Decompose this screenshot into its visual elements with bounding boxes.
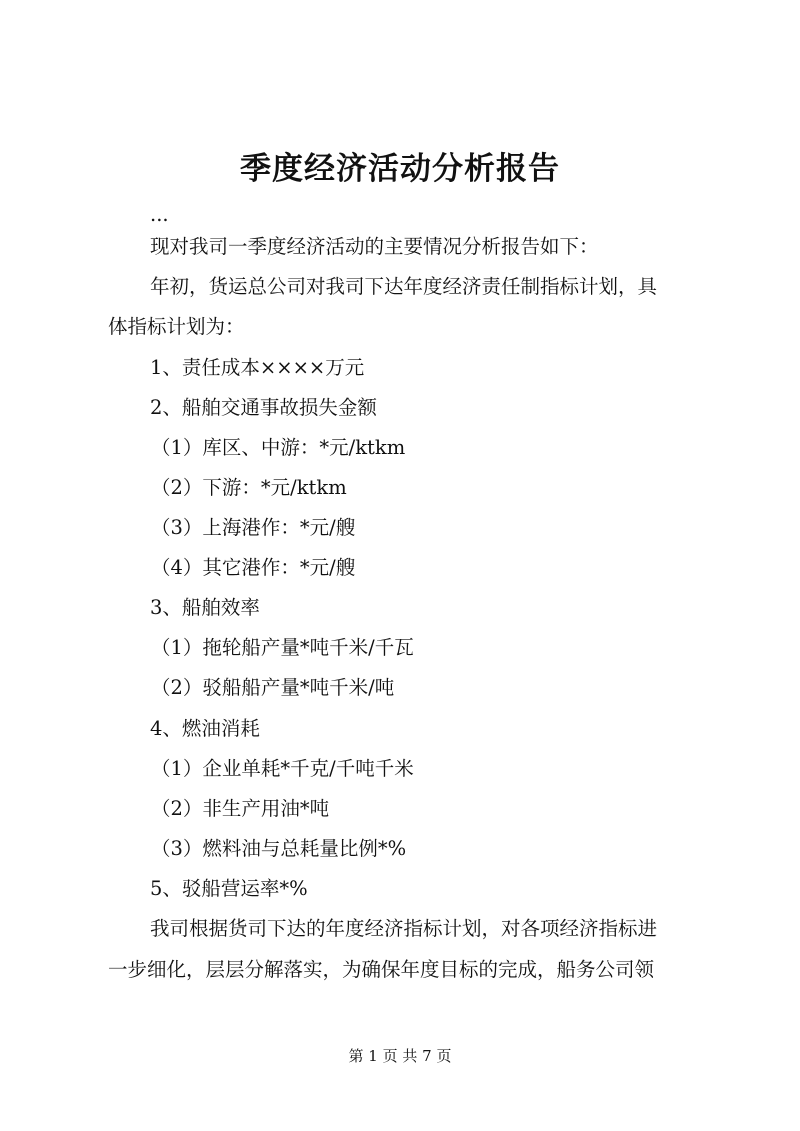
paragraph-plan-line2: 体指标计划为：	[108, 315, 245, 338]
paragraph-closing-line2: 一步细化，层层分解落实，为确保年度目标的完成，船务公司领	[108, 958, 655, 981]
sub-item: （1）库区、中游：*元/ktkm	[151, 436, 406, 459]
paragraph-plan-line1: 年初，货运总公司对我司下达年度经济责任制指标计划，具	[150, 275, 658, 298]
paragraph-intro: 现对我司一季度经济活动的主要情况分析报告如下：	[150, 235, 599, 258]
sub-item: （2）非生产用油*吨	[151, 797, 330, 820]
sub-item: （1）拖轮船产量*吨千米/千瓦	[151, 636, 414, 659]
sub-item: （2）下游：*元/ktkm	[151, 476, 347, 499]
list-item-operating-rate: 5、驳船营运率*%	[150, 877, 308, 900]
list-item-efficiency: 3、船舶效率	[150, 596, 260, 619]
page-footer: 第 1 页 共 7 页	[348, 1047, 452, 1065]
list-item-accident: 2、船舶交通事故损失金额	[150, 396, 377, 419]
ellipsis-text: ...	[150, 203, 169, 226]
list-item-cost: 1、责任成本××××万元	[150, 356, 365, 379]
paragraph-closing-line1: 我司根据货司下达的年度经济指标计划，对各项经济指标进	[150, 917, 658, 940]
list-item-fuel: 4、燃油消耗	[150, 717, 260, 740]
sub-item: （4）其它港作：*元/艘	[151, 556, 356, 579]
sub-item: （2）驳船船产量*吨千米/吨	[151, 676, 395, 699]
sub-item: （3）上海港作：*元/艘	[151, 516, 356, 539]
sub-item: （3）燃料油与总耗量比例*%	[151, 837, 407, 860]
sub-item: （1）企业单耗*千克/千吨千米	[151, 757, 414, 780]
document-title: 季度经济活动分析报告	[240, 151, 560, 187]
